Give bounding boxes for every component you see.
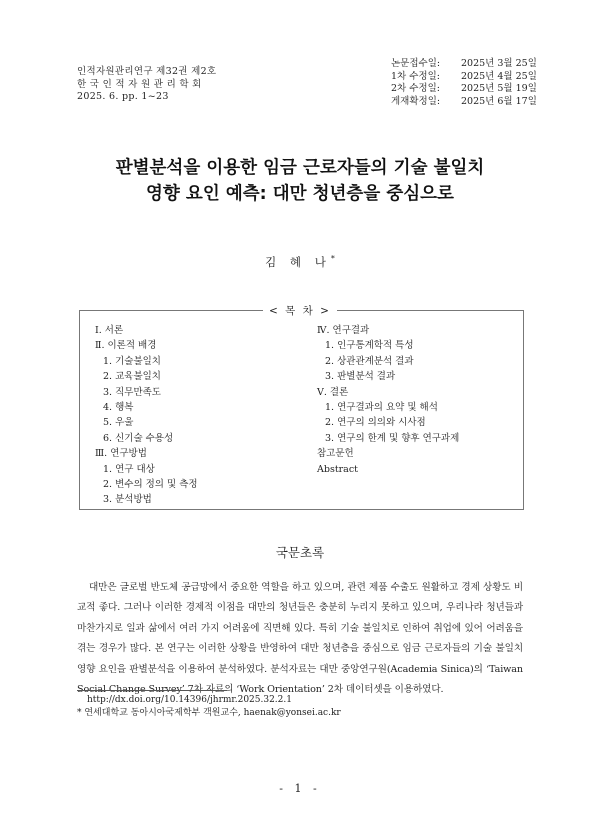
toc-heading: < 목 차 > (0, 303, 600, 318)
footnotes (77, 694, 341, 720)
toc-item: 4. 행복 (103, 402, 134, 414)
toc-item: 2. 교육불일치 (103, 371, 161, 383)
author-name: 김 혜 나 (265, 255, 331, 269)
toc-item: 1. 연구결과의 요약 및 해석 (325, 402, 438, 414)
abstract-heading: 국문초록 (275, 545, 325, 560)
table-of-contents (79, 310, 524, 510)
toc-item: 2. 상관관계분석 결과 (325, 355, 414, 367)
toc-item: Ⅰ. 서론 (95, 325, 124, 336)
author-mark: * (330, 254, 335, 264)
author (0, 254, 600, 270)
toc-item: Ⅲ. 연구방법 (95, 448, 147, 460)
toc-item: 1. 연구 대상 (103, 463, 155, 475)
abstract-body: 대만은 글로벌 반도체 공급망에서 중요한 역할을 하고 있으며, 관련 제품 수출도 원활하고 경제 상황도 비교적 좋다. 그러나 이러한 경제적 이점을 대만의 청년들은 충분히 누리지 못하고 있으며, 우리나라 청년들과 마찬가지로 일과 삶에서 여러 가지 어려움에 직면해 있다. 특히 기술 불일치로 인하여 취업에 있어 어려움을 겪는 경우가 많다. 본 연구는 이러한 상황을 반영하여 대만 청년층을 중심으로 임금 근로자들의 기술 불일치 영향 요인을 판별분석을 이용하여 분석하였다. 분석자료는 대만 중앙연구원(Academia Sinica)의 ‘Taiwan Social Change Survey’ 7차 자료의 ‘Work Orientation’ 2차 데이터셋을 이용하였다. (77, 582, 523, 696)
toc-item: 1. 기술불일치 (103, 355, 161, 367)
toc-right-column (317, 323, 459, 477)
toc-item: 6. 신기술 수용성 (103, 432, 174, 444)
toc-item: Ⅴ. 결론 (317, 386, 349, 398)
toc-item: Ⅱ. 이론적 배경 (95, 340, 157, 352)
issue-pages: 2025. 6. pp. 1~23 (77, 91, 169, 102)
toc-left-column (95, 323, 198, 508)
footnote-divider (77, 690, 227, 691)
toc-item: Ⅳ. 연구결과 (317, 325, 370, 336)
date-row: 1차 수정일: 2025년 4월 25일 (391, 70, 537, 82)
toc-item: 3. 판별분석 결과 (325, 371, 396, 383)
toc-item: 3. 직무만족도 (103, 386, 161, 398)
paper-title (0, 155, 600, 207)
toc-item: 2. 변수의 정의 및 측정 (103, 479, 198, 491)
date-row: 논문접수일: 2025년 3월 25일 (391, 58, 537, 69)
toc-item: 1. 인구통계학적 특성 (325, 340, 414, 352)
journal-name: 인적자원관리연구 제32권 제2호 (77, 66, 217, 77)
date-row: 2차 수정일: 2025년 5월 19일 (391, 83, 537, 94)
title-line-1: 판별분석을 이용한 임금 근로자들의 기술 불일치 (115, 158, 485, 178)
doi-link[interactable]: http://dx.doi.org/10.14396/jhrmr.2025.32.2.1 (87, 695, 292, 705)
toc-item: 5. 우울 (103, 417, 134, 429)
toc-item: 3. 연구의 한계 및 향후 연구과제 (325, 432, 460, 444)
toc-item: 3. 분석방법 (103, 494, 152, 506)
toc-item: 2. 연구의 의의와 시사점 (325, 417, 426, 429)
title-line-2: 영향 요인 예측: 대만 청년층을 중심으로 (146, 184, 454, 204)
author-footnote: * 연세대학교 동아시아국제학부 객원교수, haenak@yonsei.ac.kr (77, 708, 341, 718)
toc-item: 참고문헌 (317, 448, 354, 460)
society-name: 한 국 인 적 자 원 관 리 학 회 (77, 78, 202, 90)
journal-info (77, 66, 216, 104)
submission-dates (391, 58, 537, 108)
toc-item: Abstract (317, 463, 358, 475)
page-number: - 1 - (279, 782, 321, 795)
date-row: 게재확정일: 2025년 6월 17일 (391, 95, 537, 107)
